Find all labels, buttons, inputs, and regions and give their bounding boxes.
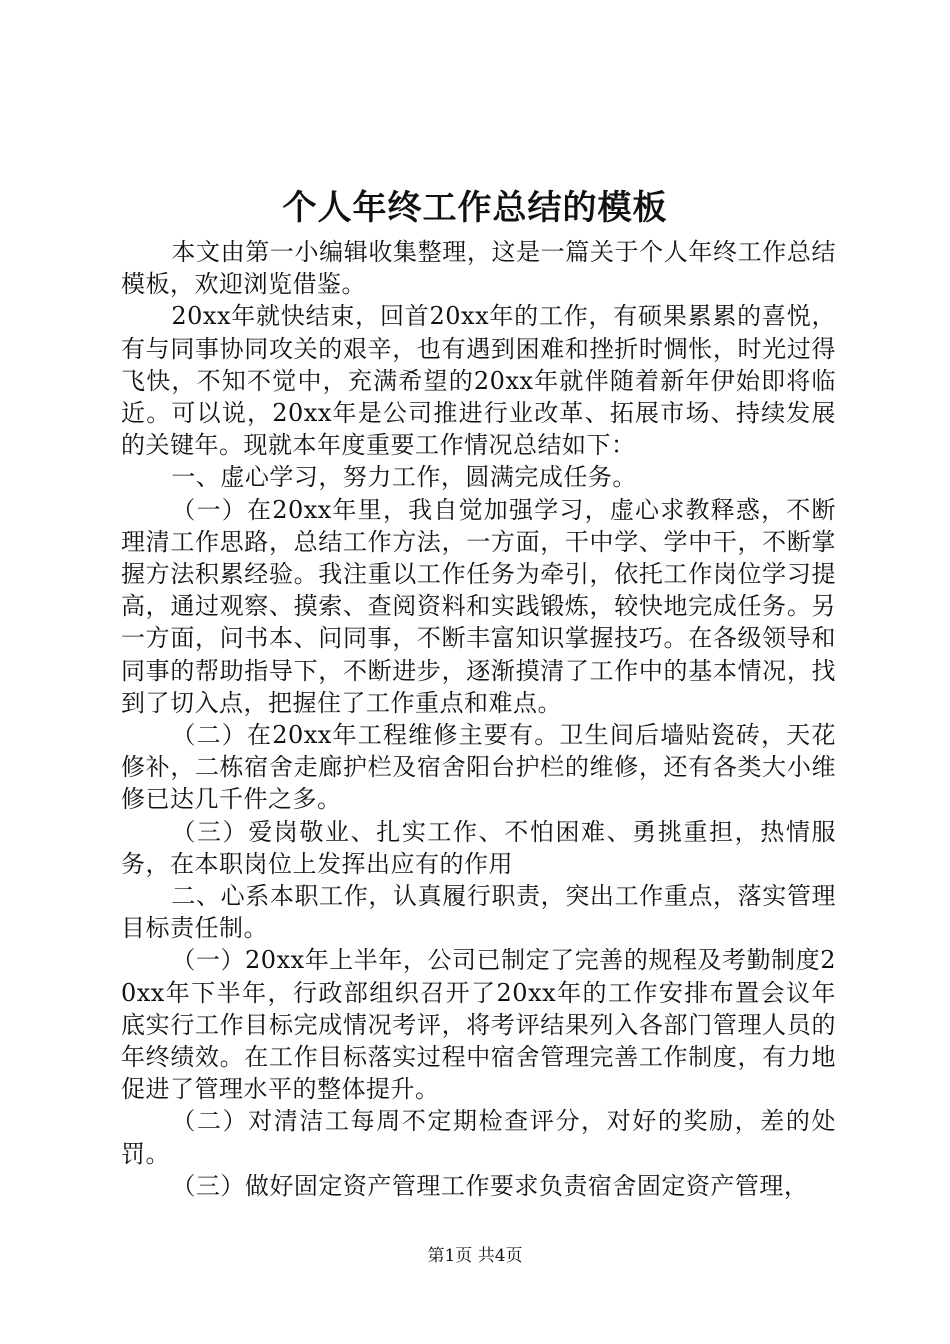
section-heading-1: 一、虚心学习，努力工作，圆满完成任务。 bbox=[171, 463, 637, 492]
page-footer: 第1页 共4页 bbox=[427, 1246, 523, 1266]
paragraph-intro: 本文由第一小编辑收集整理，这是一篇关于个人年终工作总结模板，欢迎浏览借鉴。 bbox=[121, 238, 836, 299]
paragraph-1-3: （三）爱岗敬业、扎实工作、不怕困难、勇挑重担，热情服务，在本职岗位上发挥出应有的作用 bbox=[121, 817, 836, 878]
paragraph-1-2: （二）在20xx年工程维修主要有。卫生间后墙贴瓷砖，天花修补，二栋宿舍走廊护栏及宿舍阳台护栏的维修，还有各类大小维修已达几千件之多。 bbox=[121, 721, 836, 814]
paragraph-2-2: （二）对清洁工每周不定期检查评分，对好的奖励，差的处罚。 bbox=[121, 1107, 836, 1168]
paragraph-1-1: （一）在20xx年里，我自觉加强学习，虚心求教释惑，不断理清工作思路，总结工作方法，一方面，干中学、学中干，不断掌握方法积累经验。我注重以工作任务为牵引，依托工作岗位学习提高，通过观察、摸索、查阅资料和实践锻炼，较快地完成任务。另一方面，问书本、问同事，不断丰富知识掌握技巧。在各级领导和同事的帮助指导下，不断进步，逐渐摸清了工作中的基本情况，找到了切入点，把握住了工作重点和难点。 bbox=[121, 495, 836, 717]
paragraph-2-3: （三）做好固定资产管理工作要求负责宿舍固定资产管理， bbox=[171, 1171, 809, 1200]
section-heading-2: 二、心系本职工作，认真履行职责，突出工作重点，落实管理目标责任制。 bbox=[121, 882, 836, 943]
paragraph-2-1: （一）20xx年上半年，公司已制定了完善的规程及考勤制度20xx年下半年，行政部组织召开了20xx年的工作安排布置会议年底实行工作目标完成情况考评，将考评结果列入各部门管理人员的年终绩效。在工作目标落实过程中宿舍管理完善工作制度，有力地促进了管理水平的整体提升。 bbox=[121, 946, 836, 1104]
document-title: 个人年终工作总结的模板 bbox=[282, 188, 668, 228]
document-body bbox=[121, 236, 836, 1202]
paragraph-overview: 20xx年就快结束，回首20xx年的工作，有硕果累累的喜悦，有与同事协同攻关的艰辛，也有遇到困难和挫折时惆怅，时光过得飞快，不知不觉中，充满希望的20xx年就伴随着新年伊始即将临近。可以说，20xx年是公司推进行业改革、拓展市场、持续发展的关键年。现就本年度重要工作情况总结如下： bbox=[121, 302, 836, 460]
